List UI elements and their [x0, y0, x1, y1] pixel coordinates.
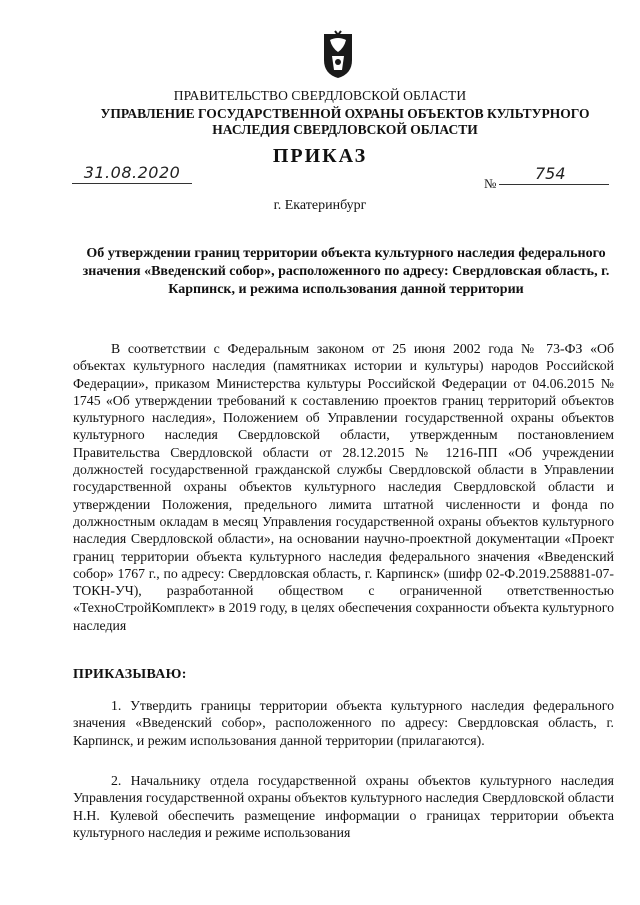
order-date: 31.08.2020 [72, 163, 192, 184]
coat-of-arms-icon [320, 30, 356, 80]
order-keyword: ПРИКАЗЫВАЮ: [73, 667, 187, 682]
document-type: ПРИКАЗ [272, 145, 368, 167]
city: г. Екатеринбург [273, 198, 367, 213]
order-subject: Об утверждении границ территории объекта культурного наследия федерального значения «Введенский собор», расположенного по адресу: Свердловская область, г. Карпинск, и режима использования данной территории [82, 246, 610, 297]
preamble-paragraph: В соответствии с Федеральным законом от 25 июня 2002 года № 73-ФЗ «Об объектах культурного наследия (памятниках истории и культуры) народов Российской Федерации», приказом Министерства культуры Российской Федерации от 04.06.2015 № 1745 «Об утверждении требований к составлению проектов границ территорий объектов культурного наследия», Положением об Управлении государственной охраны объектов культурного наследия Свердловской области, утвержденным постановлением Правительства Свердловской области от 28.12.2015 № 1216-ПП «Об учреждении должностей государственной гражданской службы Свердловской области в Управлении государственной охраны объектов культурного наследия Свердловской области и утверждении Положения, предельного лимита штатной численности и фонда по должностным окладам в месяц Управления государственной охраны объектов культурного наследия Свердловской области», на основании научно-проектной документации «Проект границ территории объекта культурного наследия федерального значения «Введенский собор» 1767 г., по адресу: Свердловская область, г. Карпинск» (шифр 02-Ф.2019.258881-07-ТОКН-УЧ), разработанной обществом с ограниченной ответственностью «ТехноСтройКомплект» в 2019 году, в целях обеспечения сохранности объекта культурного наследия [73, 341, 614, 633]
order-number: 754 [499, 164, 609, 185]
order-number-label: № [484, 176, 497, 191]
government-name: ПРАВИТЕЛЬСТВО СВЕРДЛОВСКОЙ ОБЛАСТИ [173, 88, 467, 103]
order-item: 2. Начальнику отдела государственной охраны объектов культурного наследия Управления государственной охраны объектов культурного наследия Свердловской области Н.Н. Кулевой обеспечить размещение информации о границах территории объекта культурного наследия и режиме использования [73, 773, 614, 840]
department-name: УПРАВЛЕНИЕ ГОСУДАРСТВЕННОЙ ОХРАНЫ ОБЪЕКТОВ КУЛЬТУРНОГО НАСЛЕДИЯ СВЕРДЛОВСКОЙ ОБЛАСТИ [100, 106, 590, 137]
order-item: 1. Утвердить границы территории объекта культурного наследия федерального значения «Введенский собор», расположенного по адресу: Свердловская область, г. Карпинск, и режим использования данной территории (прилагаются). [73, 698, 614, 748]
